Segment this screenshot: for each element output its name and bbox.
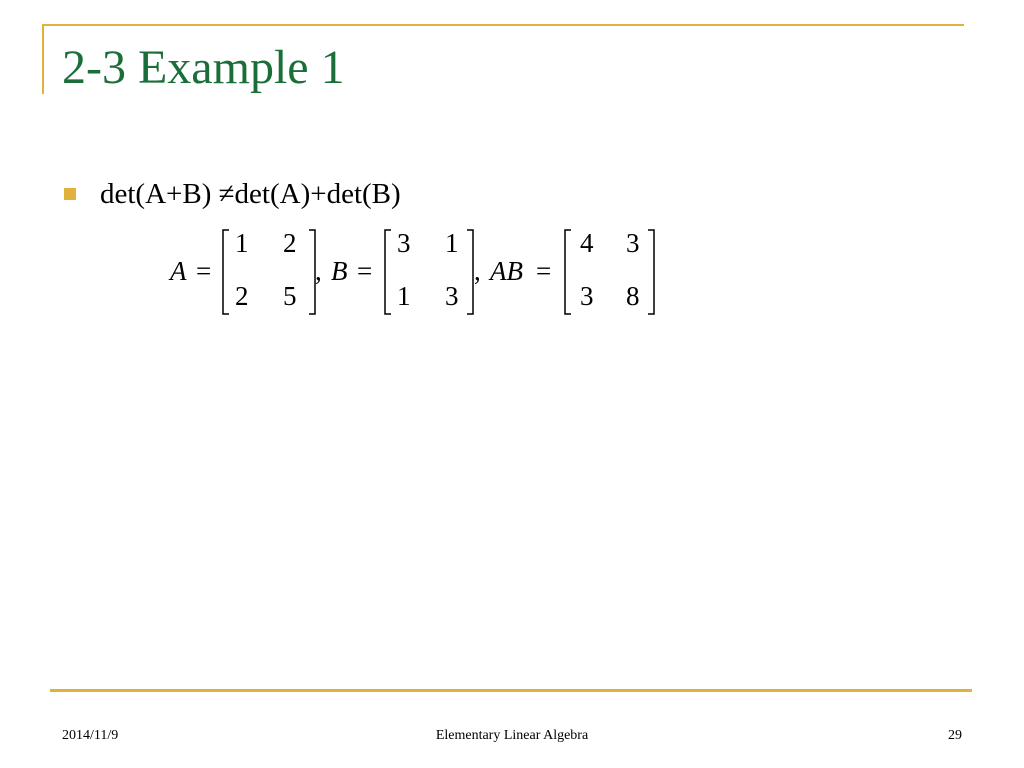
- bullet-text: det(A+B) ≠det(A)+det(B): [100, 178, 401, 210]
- matrix-ab-equals: =: [536, 256, 552, 286]
- matrix-equation: [160, 222, 670, 322]
- matrix-b-cell-0-1: 1: [445, 228, 459, 258]
- matrix-ab-cell-0-0: 4: [580, 228, 594, 258]
- matrix-ab-cell-1-0: 3: [580, 281, 594, 311]
- matrix-ab-left-bracket: [565, 230, 571, 314]
- matrix-a-name: A: [170, 256, 187, 286]
- page-number: 29: [948, 728, 962, 743]
- matrix-a-cell-0-0: 1: [235, 228, 249, 258]
- matrix-b-cell-1-1: 3: [445, 281, 459, 311]
- slide-title: 2-3 Example 1: [62, 41, 345, 94]
- matrix-ab-cell-0-1: 3: [626, 228, 640, 258]
- footer-date: 2014/11/9: [62, 728, 119, 743]
- matrix-b-separator: ,: [474, 256, 481, 286]
- matrix-b-right-bracket: [467, 230, 473, 314]
- matrix-ab-cell-1-1: 8: [626, 281, 640, 311]
- matrix-ab-name: AB: [490, 256, 523, 286]
- matrix-ab-right-bracket: [648, 230, 654, 314]
- footer-course-title: Elementary Linear Algebra: [435, 728, 589, 743]
- matrix-b-cell-0-0: 3: [397, 228, 411, 258]
- matrix-a-cell-1-0: 2: [235, 281, 249, 311]
- matrix-a-cell-0-1: 2: [283, 228, 297, 258]
- matrix-b-cell-1-0: 1: [397, 281, 411, 311]
- matrix-b-equals: =: [357, 256, 373, 286]
- matrix-a-cell-1-1: 5: [283, 281, 297, 311]
- matrix-b-left-bracket: [385, 230, 391, 314]
- matrix-a-equals: =: [196, 256, 212, 286]
- frame-top-rule: [42, 24, 964, 26]
- footer-rule: [50, 689, 972, 692]
- matrix-a-separator: ,: [315, 256, 322, 286]
- frame-left-rule: [42, 24, 44, 94]
- matrix-b-name: B: [331, 256, 348, 286]
- matrix-a-left-bracket: [223, 230, 229, 314]
- square-bullet-icon: [64, 188, 76, 200]
